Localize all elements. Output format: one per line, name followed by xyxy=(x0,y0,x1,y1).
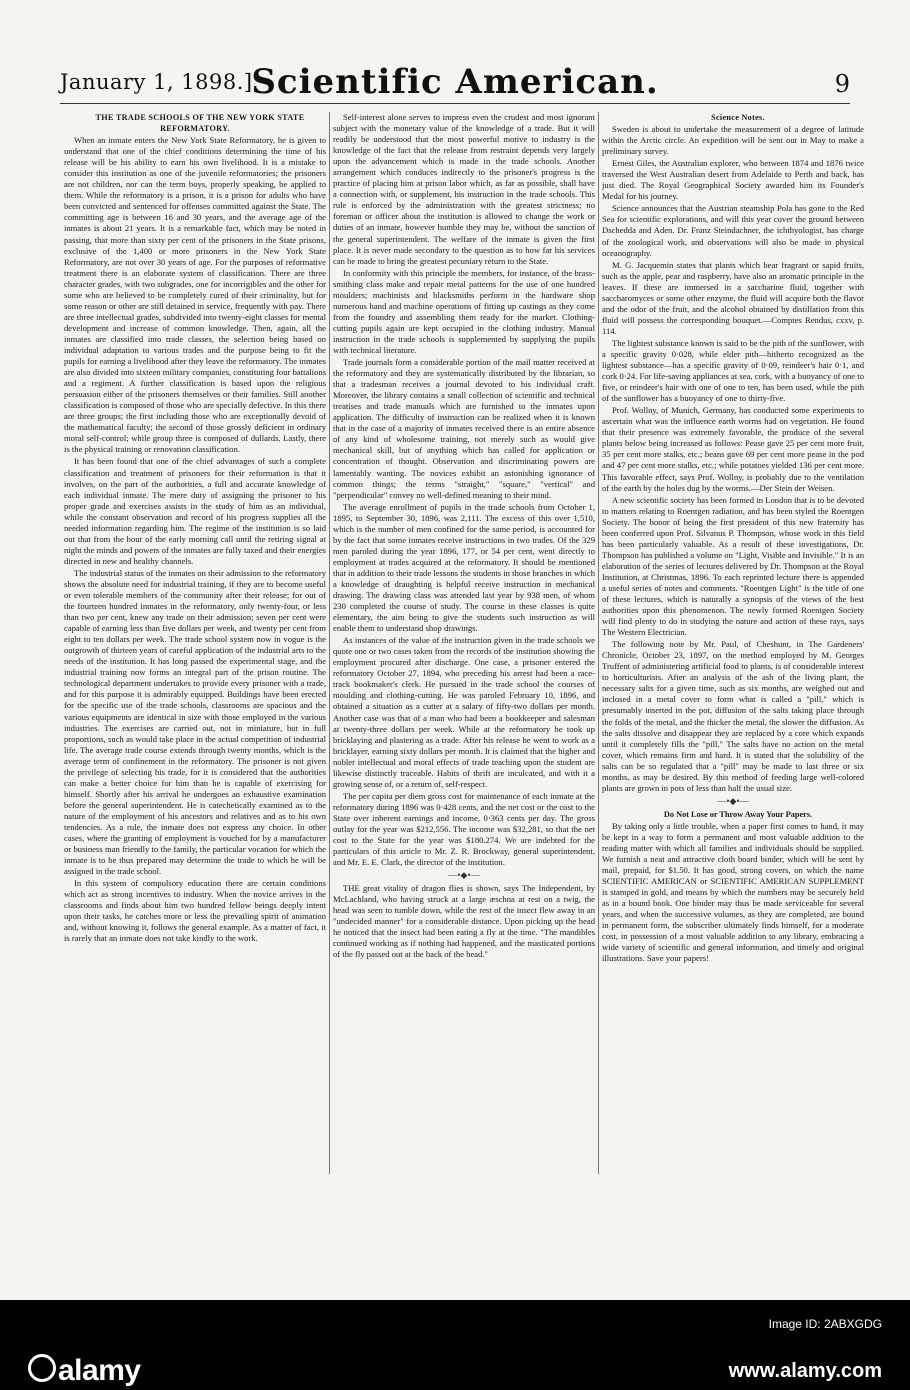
column-divider xyxy=(329,112,330,1174)
article-paragraph: Trade journals form a considerable portion of the mail matter received at the reformatory and they are systematically distributed by the librarian, so that a tradesman receives a journal devoted to his individual craft. Moreover, the library contains a small collection of scientific and technical treatises and trade manuals which are furnished to the inmates upon application. The difficulty of instruction can be realized when it is known that in the case of a majority of inmates received there is an entire absence of any kind of wholesome training, not merely such as would give mechanical skill, but of anything which has called for application or concentration of thought. Observation and discriminating powers are lamentably wanting. The novices exhibit an astonishing ignorance of common things; the terms "straight," "square," "vertical" and "perpendicular" convey no well-defined meaning to their mind. xyxy=(333,357,595,500)
article-paragraph: In this system of compulsory education there are certain conditions which act as strong incentives to industry. When the novice arrives in the classrooms and finds about him two hundred fellow beings deeply intent upon their tasks, he catches more or less the prevailing spirit of animation and, without knowing it, follows the general example. As a matter of fact, it is rarely that an inmate does not take kindly to the work. xyxy=(64,878,326,944)
alamy-url: www.alamy.com xyxy=(728,1360,882,1382)
article-paragraph: The industrial status of the inmates on their admission to the reformatory shows the absolute need for industrial training, if they are to become useful or even tolerable members of the community after their release; for out of the fourteen hundred inmates in the reformatory, only twenty-four, or less than two per cent, knew any trade on their admission; seven per cent were capable of earning less than five dollars per week, and twenty per cent from eight to ten dollars per week. The trade school system now in vogue is the outgrowth of thirteen years of careful application of the industrial arts to the needs of the institution. It has long passed the experimental stage, and the industrial training now forms an integral part of the prison routine. The technological department undertakes to provide every prisoner with a trade, and for this purpose it is admirably equipped. Buildings have been erected for the specific use of the trade schools, classrooms are spacious and the various equipments are identical in size with those employed in the various industries. The exercises are carried out, not in miniature, but in full proportions, such as would take place in the actual competition of industrial life. The average trade course extends through twenty months, which is the average term of confinement in the reformatory. The prisoner is not given the privilege of selecting his trade, for it is considered that the authorities can make a better choice for him than he is capable of exercising for himself. Shortly after his arrival he undergoes an exhaustive examination before the general superintendent. He is catechetically examined as to the nature of the employment of his ancestors and relatives and as to his own tendencies. As a rule, the inmate does not express any choice. In other cases, where the granting of employment is vouched for by a manufacturer or business man friendly to the family, the particular vocation for which the inmate is to be thus prepared may determine the trade to which he will be assigned in the trade school. xyxy=(64,567,326,877)
column-right xyxy=(602,112,864,1174)
article-paragraph: Self-interest alone serves to impress even the crudest and most ignorant subject with the monetary value of the knowledge of a trade. But it will readily be understood that the most powerful motive to industry is the knowledge of the fact that the release from restraint depends very largely upon the advancement which is made in the trade schools. Another arrangement which conduces indirectly to the prisoner's progress is the practice of placing him at prison labor which, as far as possible, shall have a connection with, or supplement, his instruction in the trade schools. This rule is enforced by the administration with the greatest strictness; no foreman or officer about the institution is allowed to change the work or duties of an inmate, however humble they may be, without the sanction of the general superintendent. The welfare of the inmate is given the first place. It is never made secondary to the question as to how far his services can be made to bring the greatest pecuniary return to the State. xyxy=(333,112,595,266)
article-paragraph: The average enrollment of pupils in the trade schools from October 1, 1895, to September 30, 1896, was 2,111. The excess of this over 1,510, which is the number of men confined for the same period, is accounted for by the fact that some inmates receive instructions in two trades. Of the 329 men paroled during the year 1896, 177, or 54 per cent, went directly to employment at trades acquired at the reformatory. It should be mentioned that in addition to their trade lessons the students in those branches in which a knowledge of draughting is helpful receive instruction in mechanical drawing. The drawing class was attended last year by 938 men, of whom 230 completed the course of study. The course in these classes is quite elementary, the aim being to give the students such instruction as will enable them to understand shop drawings. xyxy=(333,501,595,634)
note-paragraph: Sweden is about to undertake the measurement of a degree of latitude within the Arctic circle. An expedition will be sent out in May to make a preliminary survey. xyxy=(602,124,864,157)
column-divider xyxy=(598,112,599,1174)
masthead xyxy=(60,62,850,102)
note-paragraph: Prof. Wollny, of Munich, Germany, has conducted some experiments to ascertain what was the influence earth worms had on vegetation. He found that their presence was extremely favorable, the produce of the several plants below being increased as follows: Pease gave 25 per cent more fruit, 35 per cent more stalks, etc.; beans gave 69 per cent more pease in the pod and 47 per cent more stalks, etc.; while potatoes yielded 136 per cent more. This favorable effect, says Prof. Wollny, is probably due to the ventilation of the earth by the holes dug by the worms.—Der Stein der Weisen. xyxy=(602,405,864,493)
alamy-logo-text: alamy xyxy=(58,1354,141,1387)
issue-date: January 1, 1898.] xyxy=(60,70,253,94)
article-paragraph: The per capita per diem gross cost for maintenance of each inmate at the reformatory during 1896 was 0·428 cents, and the net cost or the cost to the State over inherent earnings and income, 0·363 cents per day. The gross outlay for the year was $212,556. The income was $32,281, so that the net cost to the State for the year was $180.274. We are indebted for the particulars of this article to Mr. Z. R. Brockway, general superintendent, and Mr. E. E. Clark, the director of the institution. xyxy=(333,790,595,868)
image-id-label: Image ID: 2ABXGDG xyxy=(768,1317,882,1331)
note-paragraph: The lightest substance known is said to be the pith of the sunflower, with a specific gravity 0·028, while elder pith—hitherto recognized as the lightest substance—has a specific gravity of 0·09, reindeer's hair 0·1, and cork 0·24. For life-saving appliances at sea, cork, with a buoyancy of one to five, or reindeer's hair with one of one to ten, has been used, while the pith of the sunflower has a buoyancy of one to thirty-five. xyxy=(602,337,864,404)
note-paragraph: Ernest Giles, the Australian explorer, who between 1874 and 1876 twice traversed the West Australian desert from Adelaide to Perth and back, has just died. The Royal Geographical Society awarded him its Founder's Medal for his journey. xyxy=(602,158,864,202)
dragonfly-paragraph: THE great vitality of dragon flies is shown, says The Independent, by McLachland, who having struck at a large æschna at rest on a twig, the head was seen to tumble down, while the rest of the insect flew away in an "undecided manner" for a considerable distance. Upon picking up the head he noticed that the insect had been eating a fly at the time. "The mandibles continued working as if nothing had happened, and the masticated portions of the fly passed out at the back of the head." xyxy=(333,883,595,960)
article-heading: THE TRADE SCHOOLS OF THE NEW YORK STATE REFORMATORY. xyxy=(95,113,305,134)
article-paragraph: It has been found that one of the chief advantages of such a complete classification and treatment of prisoners for their reformation is that it involves, on the part of the authorities, a full and accurate knowledge of each individual inmate. The mere duty of assigning the prisoner to his proper grade and exercises assists in the study of him as an individual, while the constant observation and record of his progress supplies all the needed information regarding him. The regime of the institution is so laid out that from the hour of the early morning call until the retiring signal at night the minds and powers of the inmates are fully taxed and their energies directed in new and healthy channels. xyxy=(64,456,326,566)
article-paragraph: As instances of the value of the instruction given in the trade schools we quote one or two cases taken from the records of the institution showing the employment procured after discharge. One case, a prisoner entered the reformatory October 27, 1894, who preceding his arrest had been a race-track bookmaker's clerk. He pursued in the trade school the courses of moulding and clothing-cutting. He was paroled February 10, 1896, and obtained a situation as a cutter at a salary of fifty-two dollars per month. Another case was that of a man who had been a bookkeeper and salesman at twenty-three dollars per week. While at the reformatory he took up bricklaying and plastering as a trade. After his release he went to work as a bricklayer, earning sixty dollars per month. It is claimed that the higher and nobler intellectual and moral effects of trade teaching upon the student are likewise distinctly traceable. Habits of thrift are inculcated, and with it a growing sense of, or a return of, self-respect. xyxy=(333,635,595,789)
alamy-a-icon xyxy=(28,1354,56,1382)
papers-paragraph: By taking only a little trouble, when a paper first comes to hand, it may be kept in a way to form a permanent and most valuable addition to the reading matter with which all families and individuals should be supplied. We furnish a neat and attractive cloth board binder, which will be sent by mail, prepaid, for $1.50. It has good, strong covers, on which the name SCIENTIFIC AMERICAN or SCIENTIFIC AMERICAN SUPPLEMENT is stamped in gold, and means by which the numbers may be securely held as in a bound book. One binder may thus be made serviceable for several years, and when the successive volumes, as they are completed, are bound in permanent form, the subscriber ultimately finds himself, for a moderate cost, in possession of a most valuable addition to any library, embracing a wide variety of scientific and general information, and timely and original illustrations. Save your papers! xyxy=(602,820,864,964)
masthead-rule xyxy=(60,103,850,104)
note-paragraph: A new scientific society has been formed in London that is to be devoted to matters relating to Roentgen radiation, and has been styled the Roentgen Society. The honor of being the first president of this new fraternity has been conferred upon Prof. Silvanus P. Thompson, whose work in this field has been particularly valuable. As a result of these investigations, Dr. Thompson has published a volume on "Light, Visible and Invisible." It is an elaboration of the series of lectures delivered by Dr. Thompson at the Royal Institution, at Christmas, 1896. To each reprinted lecture there is appended a useful series of notes and comments. "Roentgen Light" is the title of one of these lectures, which is naturally a synopsis of the views of the best authorities upon this phenomenon. The newly formed Roentgen Society will find plenty to do in studying the nature and action of these rays, says The Western Electrician. xyxy=(602,494,864,638)
publication-title: Scientific American. xyxy=(251,62,659,102)
article-paragraph: When an inmate enters the New York State Reformatory, he is given to understand that one of the chief conditions determining the time of his release will be his ability to earn his own livelihood. It is a mistake to consider this institution as one of the juvenile reformatories; the prisoners are not children, nor can the term boys, properly speaking, be applied to them. While the reformatory is a prison, it is a prison for adults who have been convicted and sentenced for offenses committed against the State. The committing age is between 16 and 30 years, and the average age of the inmates is about 21 years. It is a remarkable fact, which may be noted in passing, that more than sixty per cent of the prisoners in the State prisons, exclusive of the 1,400 or more prisoners in the New York State Reformatory, are not over 30 years of age. For the purposes of reformative treatment there is an elaborate system of classification. There are three character grades, with two subgrades, one for incorrigibles and the other for some who are believed to be completely cured of their criminality, but for some reason or other are still detained in service, frequently with pay. There are three intellectual grades, subdivided into twenty-eight classes for mental development and increase of common knowledge. Then, again, all the inmates are classified into trade classes, the selection being based on individual adaptation to various trades and the purpose being to fit the pupils for earning a livelihood after they leave the reformatory. The inmates are also divided into sixteen military companies, constituting four battalions and a regiment. A further classification is based upon the religious persuasion either of the prisoners themselves or their families. Still another classification is composed of those who are specially defective. In this there are three groups; the first including those who are exceptionally devoid of the mathematical faculty; the second of those grossly deficient in ordinary moral self-control; while group three is composed of dullards. Lastly, there is the physical training or renovation classification. xyxy=(64,135,326,455)
column-middle xyxy=(333,112,595,1174)
article-paragraph: In conformity with this principle the members, for instance, of the brass-smithing class make and repair metal patterns for the use of one hundred moulders; machinists and blacksmiths perform in the hardware shop numerous hand and machine operations of fitting up castings as they come from the foundry and assembling them ready for the market. Clothing-cutting pupils again are kept occupied in the clothing industry. Manual instruction in the trade schools is supplemented by supplying the pupils with technical literature. xyxy=(333,267,595,355)
section-ornament: —•◆•— xyxy=(717,795,749,806)
note-paragraph: Science announces that the Austrian steamship Pola has gone to the Red Sea for scientific explorations, and will this year cover the ground between Dschedda and Aden. Dr. Franz Steindachner, the ichthyologist, has charge of the zoological work, and observations will also be made in physical oceanography. xyxy=(602,203,864,258)
papers-heading: Do Not Lose or Throw Away Your Papers. xyxy=(663,809,813,819)
note-paragraph: The following note by Mr. Paul, of Cheshunt, in The Gardeners' Chronicle, October 23, 1897, on the method employed by M. Georges Truffent of administering artificial food to plants, is of considerable interest to horticulturists. After an analysis of the ash of the living plant, the necessary salts for a given time, such as six months, are weighed out and inclosed in a metal cover to form what is called a "pill," which is presumably inserted in the pot, diffusion of the salts taking place through the folds of the metal, and the thicker the metal, the slower the diffusion. As the salts dissolve and disappear they are replaced by a core which expands until it completely fills the "pill." The salts have no action on the metal cover, which remains firm and hard. It is stated that the solubility of the salts can be so regulated that a "pill" may be made to last three or six months, as may be desired. By this method of feeding large well-colored plants are grown in pots of less than half the usual size. xyxy=(602,639,864,793)
column-left xyxy=(64,112,326,1174)
page-number: 9 xyxy=(834,70,850,98)
alamy-logo xyxy=(28,1354,141,1388)
note-paragraph: M. G. Jacquemin states that plants which bear fragrant or sapid fruits, such as the apple, pear and raspberry, have also an aromatic principle in the leaves. If these are immersed in a saccharine fluid, together with saccharomyces or some other enzyme, the fluid will acquire both the flavor and the odor of the fruit, and the alcohol obtained by distillation from this fluid will possess the corresponding bouquet.—Comptes Rendus, cxxv, p. 114. xyxy=(602,259,864,336)
section-ornament: —•◆•— xyxy=(448,870,480,881)
science-notes-heading: Science Notes. xyxy=(711,113,765,122)
